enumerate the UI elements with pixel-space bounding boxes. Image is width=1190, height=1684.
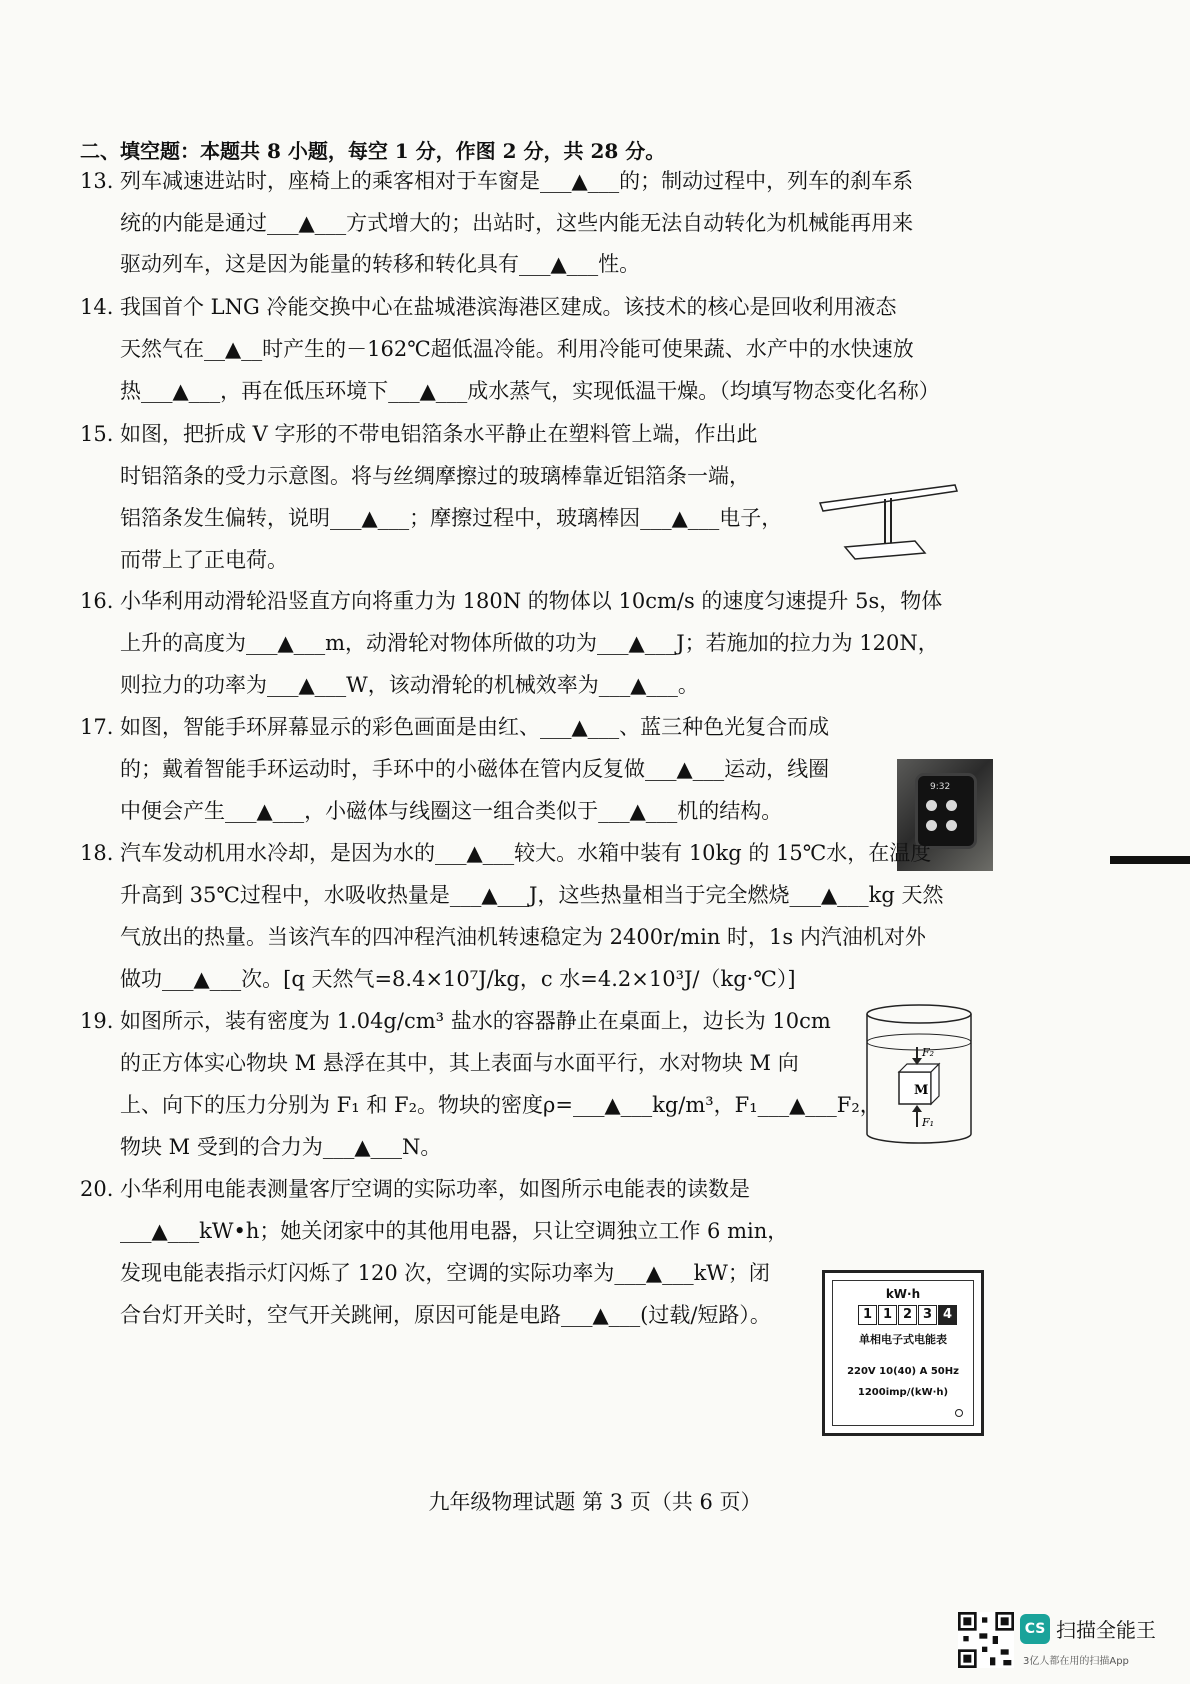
meter-digit: 1 [858,1305,877,1325]
watch-screen [915,773,977,849]
question-number: 17. [80,715,114,739]
question-line: 如图，把折成 V 字形的不带电铝箔条水平静止在塑料管上端，作出此 [120,422,758,446]
question-number: 19. [80,1009,114,1033]
energy-meter-figure [822,1270,984,1436]
question-number: 16. [80,589,114,613]
question-line: 上、向下的压力分别为 F₁ 和 F₂。物块的密度ρ=___▲___kg/m³，F₁___▲___F₂， [120,1093,881,1117]
question-line: 时铝箔条的受力示意图。将与丝绸摩擦过的玻璃棒靠近铝箔条一端， [120,464,750,488]
watch-time: 9:32 [930,782,951,792]
meter-panel [832,1280,974,1426]
page-footer: 九年级物理试题 第 3 页（共 6 页） [428,1490,762,1514]
question-line: 列车减速进站时，座椅上的乘客相对于车窗是___▲___的；制动过程中，列车的刹车系 [120,169,914,193]
question-line: 小华利用电能表测量客厅空调的实际功率，如图所示电能表的读数是 [120,1177,750,1201]
app-icon [946,800,957,811]
question-line: 合台灯开关时，空气开关跳闸，原因可能是电路___▲___(过载/短路）。 [120,1303,771,1327]
meter-rating: 220V 10(40) A 50Hz [847,1366,959,1377]
scanner-tagline: 3亿人都在用的扫描App [1023,1656,1129,1667]
container-block-figure [862,1002,977,1150]
question-line: 做功___▲___次。[q 天然气=8.4×10⁷J/kg，c 水=4.2×10³J/（kg·℃）] [120,967,796,991]
question-line: 热___▲___，再在低压环境下___▲___成水蒸气，实现低温干燥。（均填写物态变化名称） [120,379,940,403]
force-f1-label: F₁ [922,1116,935,1129]
question-line: 上升的高度为___▲___m，动滑轮对物体所做的功为___▲___J；若施加的拉力为 120N， [120,631,939,655]
question-line: 物块 M 受到的合力为___▲___N。 [120,1135,442,1159]
question-line: 则拉力的功率为___▲___W，该动滑轮的机械效率为___▲___。 [120,673,699,697]
edge-mark [1110,856,1190,864]
meter-digit-decimal: 4 [938,1305,957,1325]
foil-stand-figure [815,475,965,565]
app-icon [946,820,957,831]
meter-constant: 1200imp/(kW·h) [857,1387,949,1398]
scanner-logo: CS [1020,1614,1050,1644]
qr-code-icon [958,1612,1014,1668]
question-line: 汽车发动机用水冷却，是因为水的___▲___较大。水箱中装有 10kg 的 15℃水，在温度 [120,841,932,865]
question-line: 发现电能表指示灯闪烁了 120 次，空调的实际功率为___▲___kW；闭 [120,1261,770,1285]
section-heading: 二、填空题：本题共 8 小题，每空 1 分，作图 2 分，共 28 分。 [80,139,666,163]
question-line: 气放出的热量。当该汽车的四冲程汽油机转速稳定为 2400r/min 时，1s 内汽油机对外 [120,925,926,949]
question-line: 天然气在__▲__时产生的－162℃超低温冷能。利用冷能可使果蔬、水产中的水快速放 [120,337,914,361]
question-number: 15. [80,422,114,446]
question-number: 20. [80,1177,114,1201]
meter-digit: 3 [918,1305,937,1325]
app-icon [926,820,937,831]
question-line: 小华利用动滑轮沿竖直方向将重力为 180N 的物体以 10cm/s 的速度匀速提升 5s，物体 [120,589,943,613]
question-line: 驱动列车，这是因为能量的转移和转化具有___▲___性。 [120,252,641,276]
block-label: M [914,1083,929,1098]
meter-digits [858,1305,958,1325]
question-number: 18. [80,841,114,865]
question-line: 升高到 35℃过程中，水吸收热量是___▲___J，这些热量相当于完全燃烧___▲___kg 天然 [120,883,944,907]
meter-unit: kW·h [885,1287,921,1301]
question-line: 中便会产生___▲___，小磁体与线圈这一组合类似于___▲___机的结构。 [120,799,783,823]
question-number: 13. [80,169,114,193]
scanner-name: 扫描全能王 [1056,1618,1156,1642]
indicator-light-icon [955,1409,963,1417]
question-line: 的正方体实心物块 M 悬浮在其中，其上表面与水面平行，水对物块 M 向 [120,1051,799,1075]
question-number: 14. [80,295,114,319]
question-line: 我国首个 LNG 冷能交换中心在盐城港滨海港区建成。该技术的核心是回收利用液态 [120,295,897,319]
question-line: 而带上了正电荷。 [120,548,288,572]
question-line: 如图，智能手环屏幕显示的彩色画面是由红、___▲___、蓝三种色光复合而成 [120,715,830,739]
question-line: 的；戴着智能手环运动时，手环中的小磁体在管内反复做___▲___运动，线圈 [120,757,830,781]
app-icon [926,800,937,811]
question-line: 统的内能是通过___▲___方式增大的；出站时，这些内能无法自动转化为机械能再用来 [120,211,914,235]
meter-digit: 1 [878,1305,897,1325]
force-f2-label: F₂ [922,1046,935,1059]
question-line: ___▲___kW•h；她关闭家中的其他用电器，只让空调独立工作 6 min， [120,1219,789,1243]
meter-name: 单相电子式电能表 [859,1333,947,1346]
meter-digit: 2 [898,1305,917,1325]
question-line: 铝箔条发生偏转，说明___▲___；摩擦过程中，玻璃棒因___▲___电子， [120,506,783,530]
question-line: 如图所示，装有密度为 1.04g/cm³ 盐水的容器静止在桌面上，边长为 10cm [120,1009,831,1033]
